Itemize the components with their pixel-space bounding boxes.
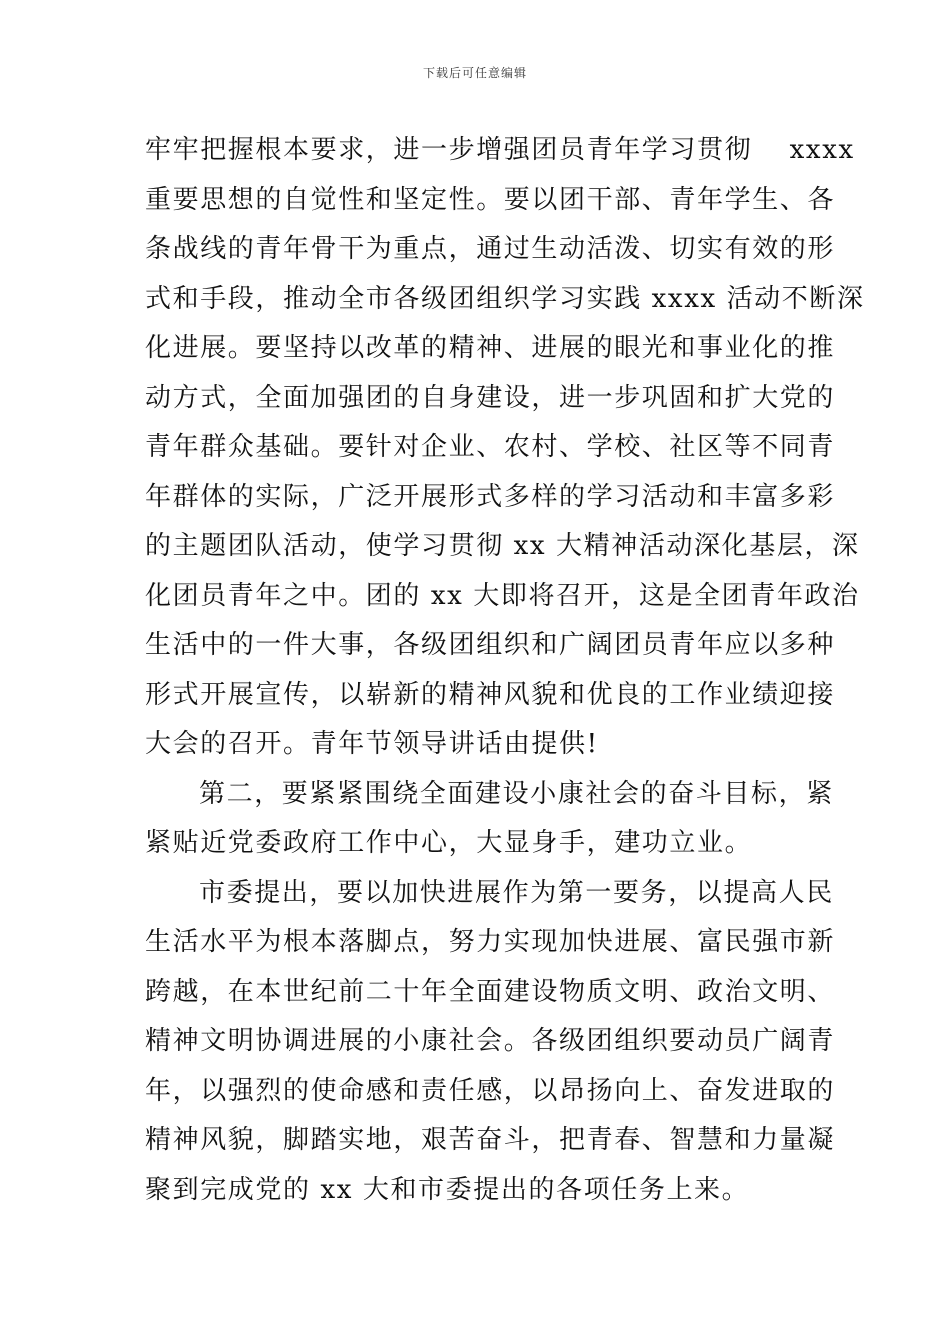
text-line: 生活中的一件大事，各级团组织和广阔团员青年应以多种 <box>145 630 836 660</box>
text-line: 式和手段，推动全市各级团组织学习实践 xxxx 活动不断深 <box>145 283 865 314</box>
text-line: 大会的召开。青年节领导讲话由提供! <box>145 729 599 759</box>
body-text <box>145 126 865 1215</box>
text-line: 牢牢把握根本要求，进一步增强团员青年学习贯彻 xxxx <box>145 135 855 165</box>
text-line: 形式开展宣传，以崭新的精神风貌和优良的工作业绩迎接 <box>145 679 836 710</box>
text-line: 年群体的实际，广泛开展形式多样的学习活动和丰富多彩 <box>145 481 836 512</box>
text-line: 化进展。要坚持以改革的精神、进展的眼光和事业化的推 <box>145 333 836 363</box>
text-line: 重要思想的自觉性和坚定性。要以团干部、青年学生、各 <box>145 184 836 215</box>
text-line: 紧贴近党委政府工作中心，大显身手，建功立业。 <box>145 828 753 858</box>
text-line: 条战线的青年骨干为重点，通过生动活泼、切实有效的形 <box>145 234 836 264</box>
page-header: 下载后可任意编辑 <box>422 66 527 80</box>
text-line: 精神文明协调进展的小康社会。各级团组织要动员广阔青 <box>145 1026 836 1056</box>
text-line: 精神风貌，脚踏实地，艰苦奋斗，把青春、智慧和力量凝 <box>145 1125 836 1155</box>
text-line: 市委提出，要以加快进展作为第一要务，以提高人民 <box>199 877 834 908</box>
text-line: 化团员青年之中。团的 xx 大即将召开，这是全团青年政治 <box>145 580 860 611</box>
text-line: 青年群众基础。要针对企业、农村、学校、社区等不同青 <box>145 432 836 462</box>
text-line: 第二，要紧紧围绕全面建设小康社会的奋斗目标，紧 <box>199 778 834 809</box>
text-line: 的主题团队活动，使学习贯彻 xx 大精神活动深化基层，深 <box>145 531 860 561</box>
text-line: 跨越，在本世纪前二十年全面建设物质文明、政治文明、 <box>145 976 836 1007</box>
text-line: 动方式，全面加强团的自身建设，进一步巩固和扩大党的 <box>145 382 836 413</box>
text-line: 年，以强烈的使命感和责任感，以昂扬向上、奋发进取的 <box>145 1075 836 1106</box>
text-line: 生活水平为根本落脚点，努力实现加快进展、富民强市新 <box>145 927 836 957</box>
text-line: 聚到完成党的 xx 大和市委提出的各项任务上来。 <box>145 1174 750 1205</box>
